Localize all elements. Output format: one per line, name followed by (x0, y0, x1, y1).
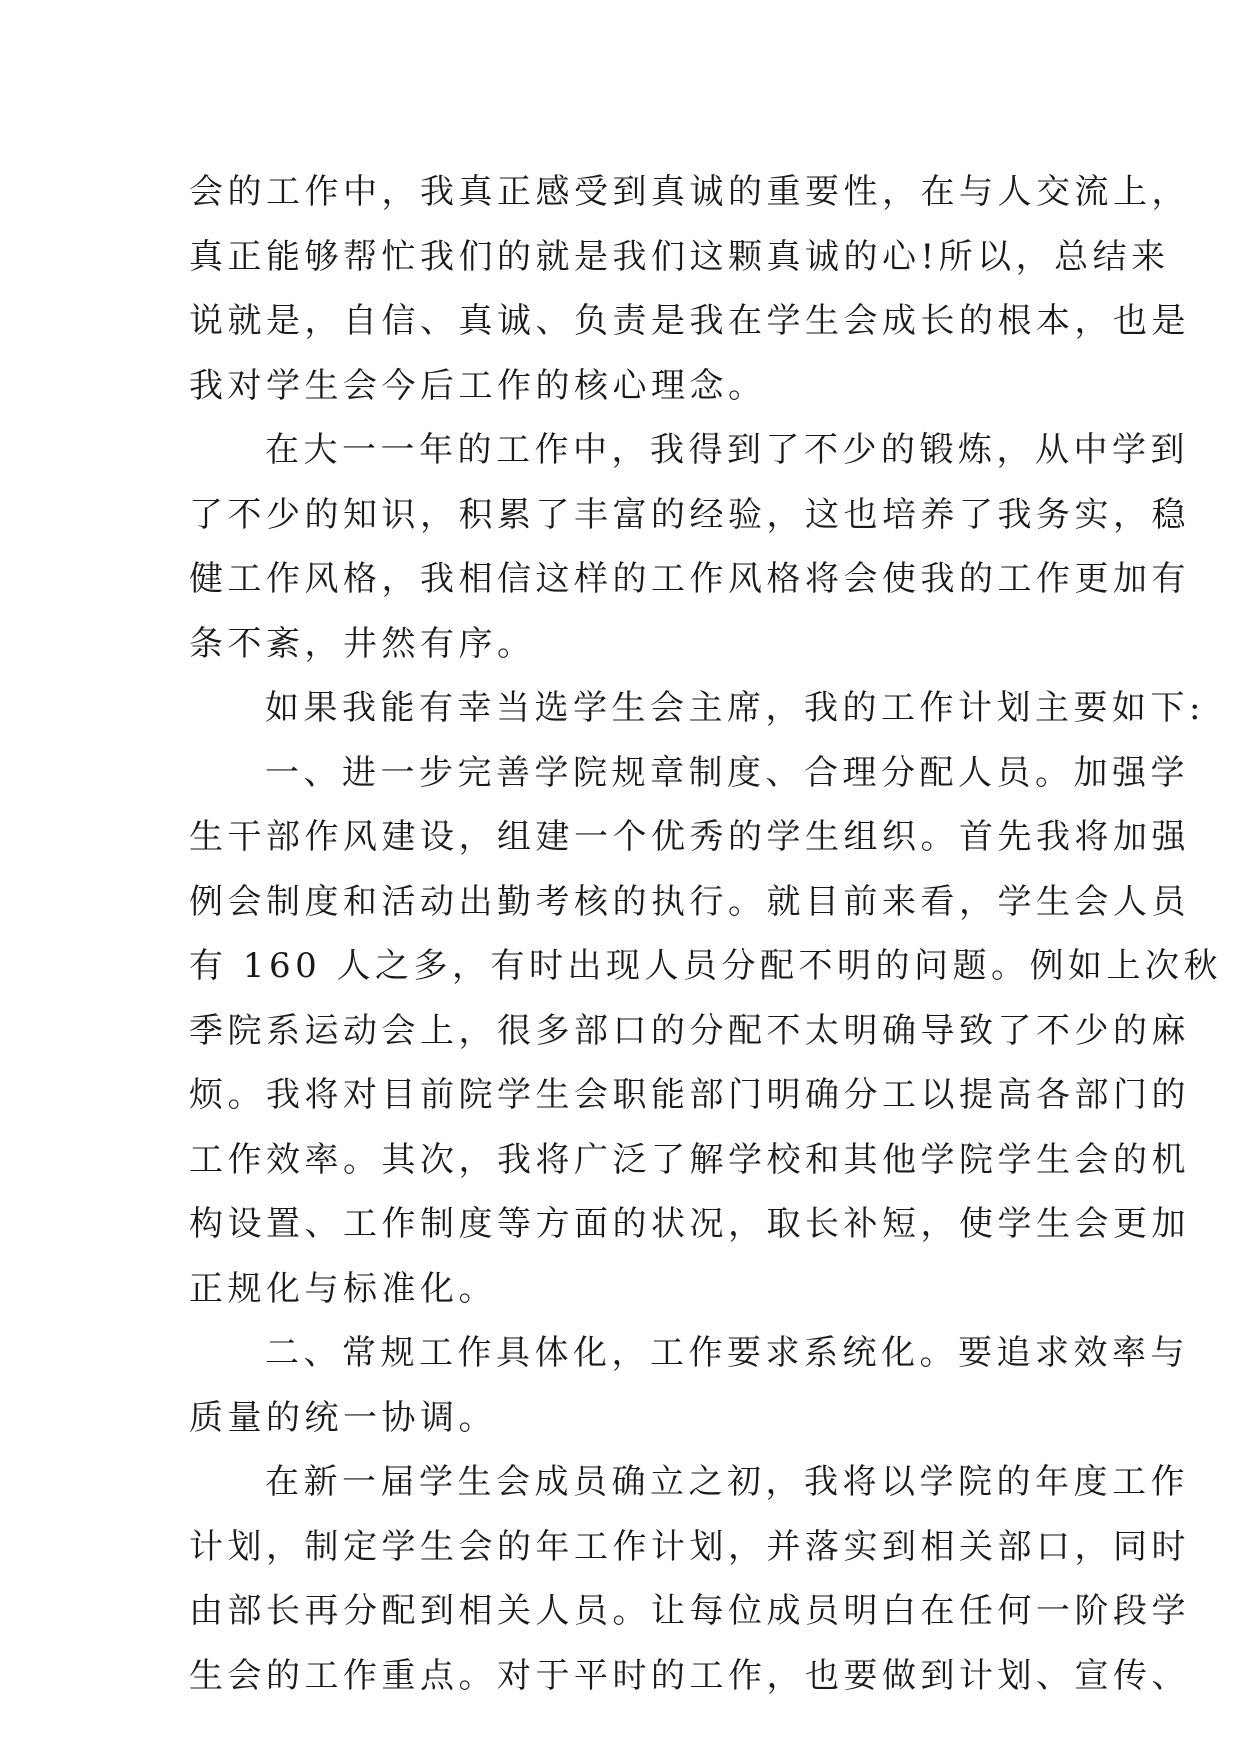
paragraph-start-line: 在新一届学生会成员确立之初，我将以学院的年度工作 (265, 1462, 1189, 1502)
text-line: 说就是，自信、真诚、负责是我在学生会成长的根本，也是 (189, 301, 1190, 341)
text-line: 计划，制定学生会的年工作计划，并落实到相关部口，同时 (189, 1526, 1190, 1567)
document-body (189, 160, 1223, 1708)
text-line: 生干部作风建设，组建一个优秀的学生组织。首先我将加强 (189, 817, 1190, 857)
text-line: 真正能够帮忙我们的就是我们这颗真诚的心!所以，总结来 (189, 236, 1170, 277)
text-line: 了不少的知识，积累了丰富的经验，这也培养了我务实，稳 (189, 494, 1190, 535)
paragraph-start-line: 一、进一步完善学院规章制度、合理分配人员。加强学 (265, 752, 1189, 793)
text-line: 条不紊，井然有序。 (189, 623, 536, 664)
paragraph-start-line: 二、常规工作具体化，工作要求系统化。要追求效率与 (265, 1333, 1189, 1373)
paragraph-start-line: 如果我能有幸当选学生会主席，我的工作计划主要如下: (265, 688, 1205, 728)
text-line: 工作效率。其次，我将广泛了解学校和其他学院学生会的机 (189, 1139, 1190, 1180)
text-line: 烦。我将对目前院学生会职能部门明确分工以提高各部门的 (189, 1075, 1190, 1115)
text-line: 会的工作中，我真正感受到真诚的重要性，在与人交流上， (189, 172, 1190, 212)
text-line: 构设置、工作制度等方面的状况，取长补短，使学生会更加 (189, 1204, 1190, 1244)
paragraph-start-line: 在大一一年的工作中，我得到了不少的锻炼，从中学到 (265, 430, 1189, 470)
text-line: 季院系运动会上，很多部口的分配不太明确导致了不少的麻 (189, 1010, 1190, 1051)
text-line: 质量的统一协调。 (189, 1397, 497, 1438)
text-line: 生会的工作重点。对于平时的工作，也要做到计划、宣传、 (189, 1655, 1190, 1696)
text-line: 我对学生会今后工作的核心理念。 (189, 365, 767, 406)
text-line: 有 160 人之多，有时出现人员分配不明的问题。例如上次秋 (189, 946, 1223, 986)
text-line: 由部长再分配到相关人员。让每位成员明白在任何一阶段学 (189, 1591, 1190, 1631)
text-line: 例会制度和活动出勤考核的执行。就目前来看，学生会人员 (189, 881, 1190, 922)
text-line: 健工作风格，我相信这样的工作风格将会使我的工作更加有 (189, 559, 1190, 599)
text-line: 正规化与标准化。 (189, 1268, 497, 1309)
